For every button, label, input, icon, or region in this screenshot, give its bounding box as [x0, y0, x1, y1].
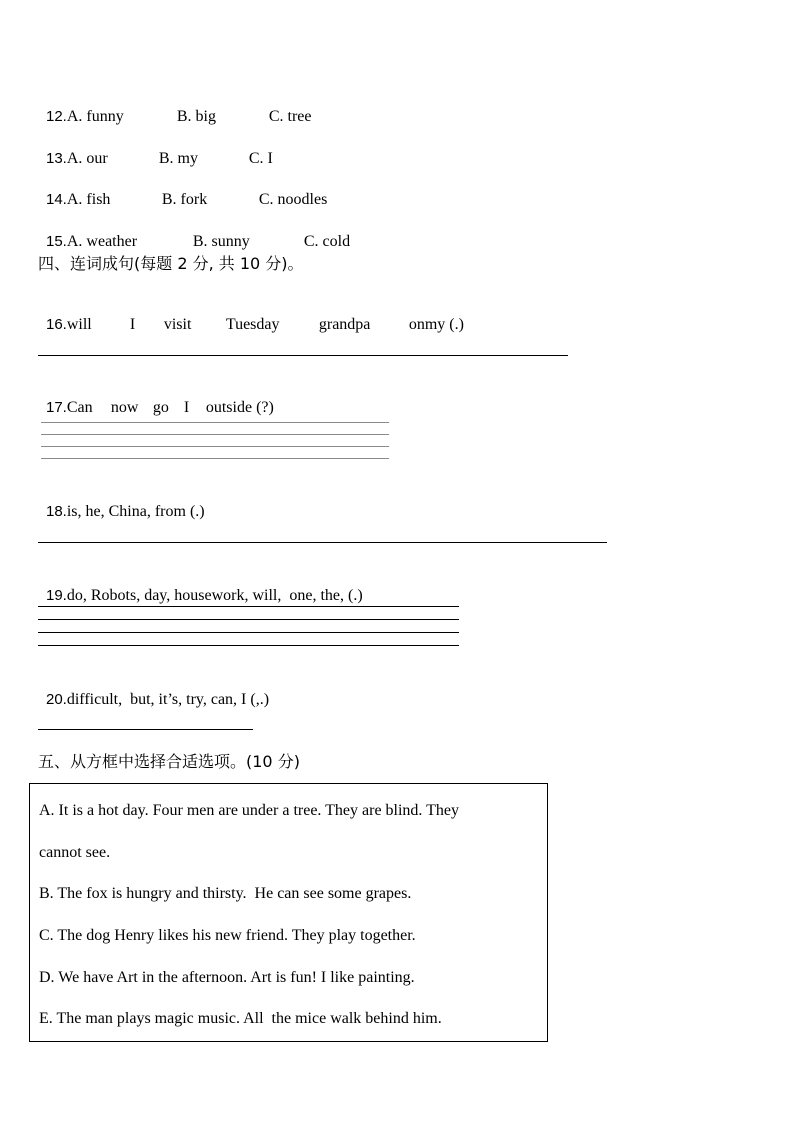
question-20 — [38, 670, 269, 710]
option-a: A. funny — [66, 108, 124, 125]
answer-line[interactable] — [41, 458, 389, 459]
option-b: B. my — [158, 150, 198, 167]
option-c: C. noodles — [258, 191, 328, 208]
question-14 — [38, 170, 327, 210]
option-b: B. fork — [161, 191, 208, 208]
question-number: 14. — [46, 191, 67, 208]
word: grandpa — [318, 316, 371, 333]
word: Can — [66, 399, 93, 416]
answer-line[interactable] — [41, 434, 389, 435]
option-line: B. The fox is hungry and thirsty. He can see some grapes. — [39, 885, 412, 902]
option-c: C. tree — [268, 108, 312, 125]
word: Tuesday — [225, 316, 280, 333]
option-line: D. We have Art in the afternoon. Art is fun! I like painting. — [39, 969, 415, 986]
option-c: C. I — [248, 150, 273, 167]
option-a: A. weather — [66, 233, 138, 250]
answer-line[interactable] — [41, 446, 389, 447]
question-17 — [38, 378, 274, 418]
answer-line[interactable] — [38, 729, 253, 730]
word: onmy (.) — [408, 316, 464, 333]
word: I — [183, 399, 190, 416]
word: visit — [163, 316, 192, 333]
question-number: 20. — [46, 691, 67, 708]
answer-line[interactable] — [38, 606, 459, 607]
option-c: C. cold — [303, 233, 351, 250]
word: now — [110, 399, 139, 416]
question-13 — [38, 129, 273, 169]
question-words: difficult, but, it’s, try, can, I (,.) — [66, 691, 270, 708]
question-number: 19. — [46, 587, 67, 604]
option-b: B. sunny — [192, 233, 250, 250]
question-number: 13. — [46, 150, 67, 167]
question-number: 17. — [46, 399, 67, 416]
option-a: A. fish — [66, 191, 111, 208]
option-line: A. It is a hot day. Four men are under a tree. They are blind. They — [39, 802, 460, 819]
options-box — [29, 783, 548, 1042]
option-a: A. our — [66, 150, 108, 167]
question-number: 12. — [46, 108, 67, 125]
question-number: 18. — [46, 503, 67, 520]
question-19 — [38, 566, 363, 606]
answer-line[interactable] — [38, 632, 459, 633]
word: go — [152, 399, 169, 416]
word: outside (?) — [205, 399, 274, 416]
option-line: C. The dog Henry likes his new friend. They play together. — [39, 927, 416, 944]
section-4-title: 四、连词成句(每题 2 分, 共 10 分)。 — [38, 254, 304, 273]
word: will — [66, 316, 92, 333]
option-line: E. The man plays magic music. All the mice walk behind him. — [39, 1010, 442, 1027]
question-number: 15. — [46, 233, 67, 250]
option-line: cannot see. — [39, 844, 111, 861]
question-18 — [38, 482, 205, 522]
question-number: 16. — [46, 316, 67, 333]
answer-line[interactable] — [41, 422, 389, 423]
answer-line[interactable] — [38, 355, 568, 356]
word: I — [129, 316, 136, 333]
question-12 — [38, 87, 312, 127]
question-16 — [38, 295, 464, 335]
question-15 — [38, 212, 350, 252]
question-words: is, he, China, from (.) — [66, 503, 205, 520]
section-5-title: 五、从方框中选择合适选项。(10 分) — [38, 752, 300, 771]
answer-line[interactable] — [38, 619, 459, 620]
answer-line[interactable] — [38, 542, 607, 543]
answer-line[interactable] — [38, 645, 459, 646]
option-b: B. big — [176, 108, 216, 125]
question-words: do, Robots, day, housework, will, one, the, (.) — [66, 587, 363, 604]
